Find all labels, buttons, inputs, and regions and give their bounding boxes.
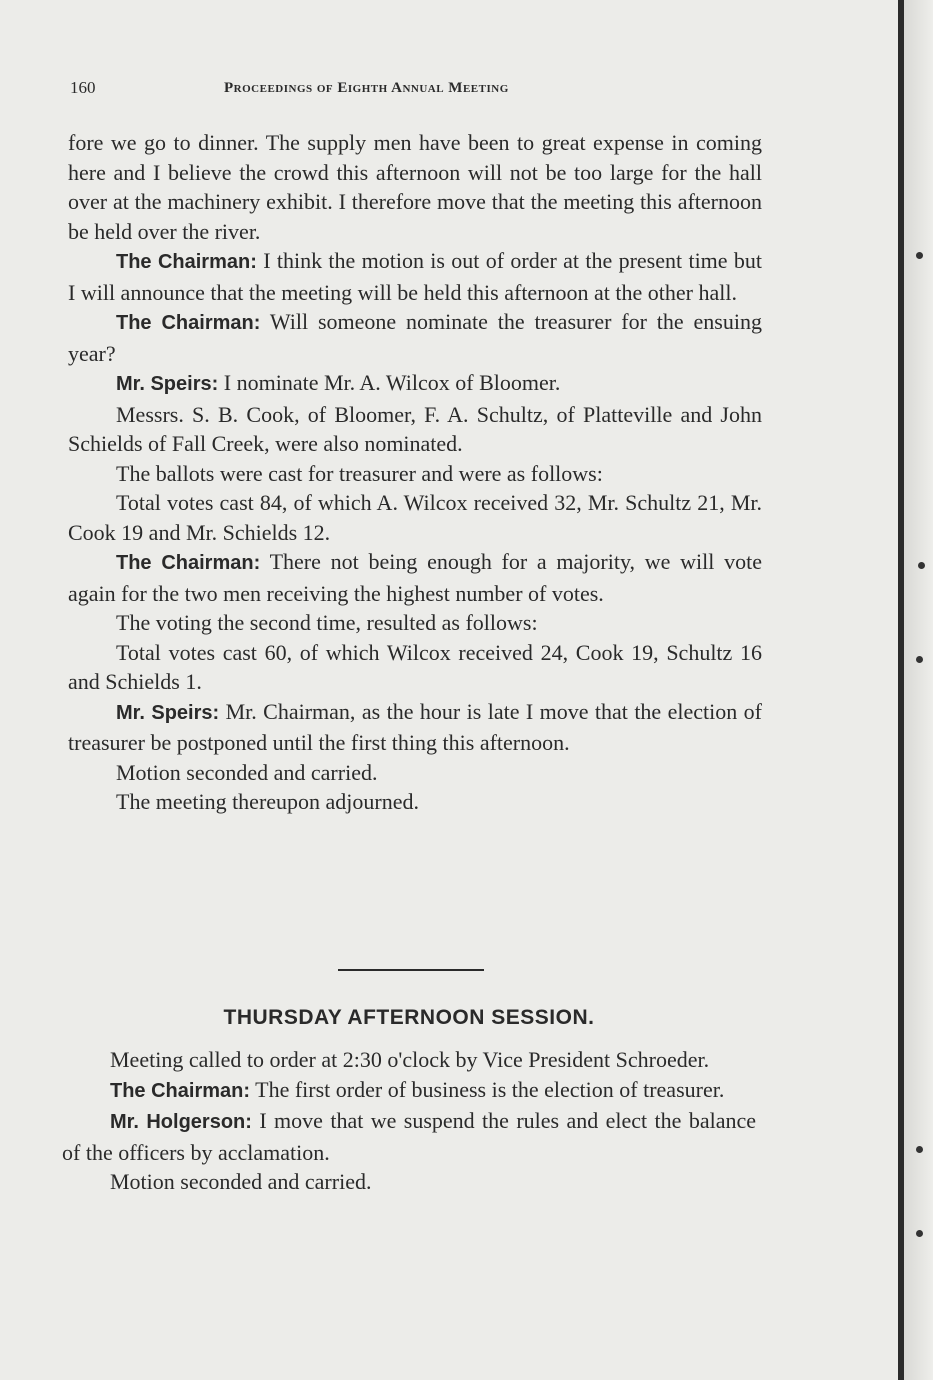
- speaker-label: The Chairman:: [116, 552, 261, 574]
- section-heading: THURSDAY AFTERNOON SESSION.: [223, 1006, 595, 1029]
- speaker-label: Mr. Speirs:: [116, 701, 220, 724]
- paragraph-text: Motion seconded and carried.: [110, 1169, 372, 1194]
- binding-mark: [916, 656, 923, 663]
- paragraph: [62, 1075, 756, 1107]
- paragraph: [68, 547, 762, 608]
- binding-mark: [916, 1230, 923, 1237]
- paragraph: [68, 697, 762, 758]
- paragraph-text: Total votes cast 60, of which Wilcox received 24, Cook 19, Schultz 16 and Schields 1.: [68, 639, 762, 694]
- paragraph-text: The ballots were cast for treasurer and were as follows:: [116, 460, 603, 486]
- paragraph-text: There not being enough for a majority, we will vote again for the two men receiving the highest number of votes.: [68, 549, 762, 606]
- paragraph: [62, 1167, 756, 1197]
- page-header: [70, 78, 770, 102]
- paragraph: [68, 459, 762, 489]
- paragraph-text: Mr. Chairman, as the hour is late I move that the election of treasurer be postponed until the first thing this afternoon.: [68, 698, 762, 755]
- binding-mark: [916, 252, 923, 259]
- binding-mark: [918, 562, 925, 569]
- speaker-label: The Chairman:: [116, 251, 257, 273]
- paragraph-text: Will someone nominate the treasurer for the ensuing year?: [68, 309, 762, 366]
- paragraph: [68, 488, 762, 547]
- speaker-label: The Chairman:: [110, 1079, 251, 1102]
- paragraph-text: I nominate Mr. A. Wilcox of Bloomer.: [223, 370, 561, 395]
- paragraph: [68, 638, 762, 697]
- page-number: 160: [70, 78, 96, 97]
- body-text-upper: [68, 128, 762, 817]
- speaker-label: The Chairman:: [116, 312, 261, 334]
- paragraph: [68, 758, 762, 788]
- paragraph: [68, 307, 762, 368]
- binding-shadow: [904, 0, 933, 1380]
- paragraph: [68, 787, 762, 817]
- paragraph: [68, 400, 762, 459]
- paragraph: [68, 128, 762, 246]
- paragraph: [62, 1106, 756, 1167]
- paragraph-text: The first order of business is the election of treasurer.: [255, 1076, 725, 1102]
- paragraph: [62, 1045, 756, 1075]
- paragraph-text: I think the motion is out of order at the present time but I will announce that the meeting will be held this afternoon at the other hall.: [68, 248, 762, 305]
- paragraph: [68, 246, 762, 307]
- binding-mark: [916, 1146, 923, 1153]
- body-text-lower: [62, 1045, 756, 1197]
- paragraph: [68, 608, 762, 638]
- paragraph-text: The voting the second time, resulted as follows:: [116, 610, 538, 635]
- paragraph: [68, 368, 762, 400]
- speaker-label: Mr. Holgerson:: [110, 1111, 252, 1133]
- paragraph-text: Messrs. S. B. Cook, of Bloomer, F. A. Schultz, of Platteville and John Schields of Fall Creek, were also nominated.: [68, 401, 762, 456]
- paragraph-text: Motion seconded and carried.: [116, 759, 378, 785]
- paragraph-text: I move that we suspend the rules and elect the balance of the officers by acclamation.: [62, 1108, 757, 1165]
- paragraph-text: Total votes cast 84, of which A. Wilcox received 32, Mr. Schultz 21, Mr. Cook 19 and Mr. Schields 12.: [68, 490, 762, 545]
- speaker-label: Mr. Speirs:: [116, 373, 219, 395]
- paragraph-text: Meeting called to order at 2:30 o'clock by Vice President Schroeder.: [110, 1047, 710, 1072]
- paragraph-text: fore we go to dinner. The supply men have been to great expense in coming here and I believe the crowd this afternoon will not be too large for the hall over at the machinery exhibit. I therefore move that the meeting this afternoon be held over the river.: [68, 130, 762, 244]
- paragraph-text: The meeting thereupon adjourned.: [116, 789, 420, 814]
- running-title: Proceedings of Eighth Annual Meeting: [224, 80, 509, 96]
- section-divider: [338, 969, 484, 971]
